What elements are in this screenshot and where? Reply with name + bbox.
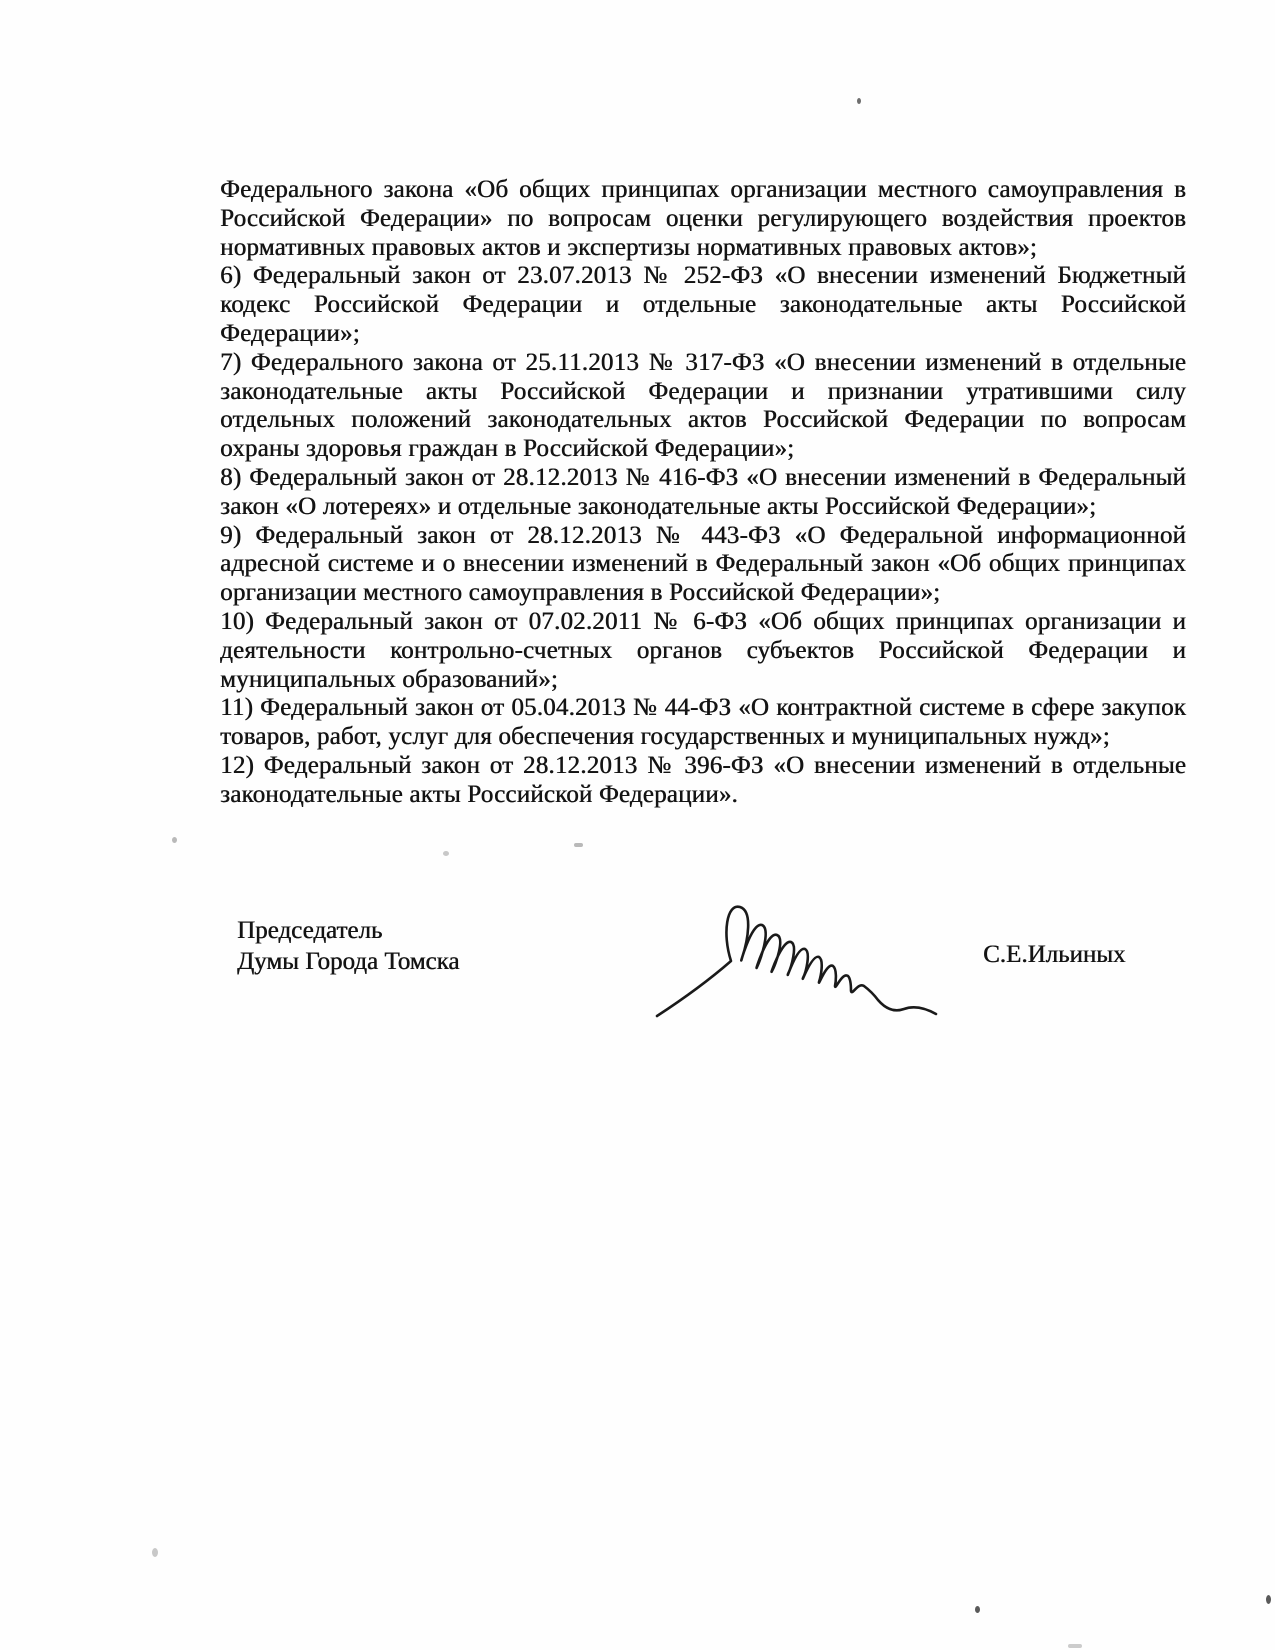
signer-title-line1: Председатель: [237, 917, 383, 944]
scan-speck: [152, 1548, 158, 1557]
paragraph-item9: 9) Федеральный закон от 28.12.2013 № 443-ФЗ «О Федеральной информационной адресной системе и о внесении изменений в Федеральный закон «Об общих принципах организации местного самоуправления в Российской Федерации»;: [220, 521, 1186, 607]
scan-speck: [574, 843, 583, 847]
scan-speck: [443, 851, 449, 856]
signer-title: [237, 915, 459, 977]
paragraph-item11: 11) Федеральный закон от 05.04.2013 № 44-ФЗ «О контрактной системе в сфере закупок товаров, работ, услуг для обеспечения государственных и муниципальных нужд»;: [220, 694, 1186, 751]
paragraph-item8: 8) Федеральный закон от 28.12.2013 № 416-ФЗ «О внесении изменений в Федеральный закон «О лотереях» и отдельные законодательные акты Российской Федерации»;: [220, 463, 1186, 520]
scan-speck: [1068, 1644, 1082, 1648]
scan-speck: [172, 837, 177, 843]
scan-speck: [975, 1606, 980, 1613]
signer-title-line2: Думы Города Томска: [237, 948, 460, 975]
scan-speck: [857, 98, 861, 104]
scan-speck: [1266, 1595, 1271, 1604]
law-list-body: [220, 176, 1186, 810]
paragraph-continuation-item5: Федерального закона «Об общих принципах организации местного самоуправления в Российской Федерации» по вопросам оценки регулирующего воздействия проектов нормативных правовых актов и экспертизы нормативных правовых актов»;: [220, 176, 1186, 261]
paragraph-item7: 7) Федерального закона от 25.11.2013 № 317-ФЗ «О внесении изменений в отдельные законодательные акты Российской Федерации и признании утратившими силу отдельных положений законодательных актов Российской Федерации по вопросам охраны здоровья граждан в Российской Федерации»;: [220, 348, 1186, 463]
signer-name: С.Е.Ильиных: [983, 941, 1126, 968]
paragraph-item6: 6) Федеральный закон от 23.07.2013 № 252-ФЗ «О внесении изменений Бюджетный кодекс Российской Федерации и отдельные законодательные акты Российской Федерации»;: [220, 262, 1186, 347]
paragraph-item12: 12) Федеральный закон от 28.12.2013 № 396-ФЗ «О внесении изменений в отдельные законодательные акты Российской Федерации».: [220, 751, 1186, 808]
paragraph-item10: 10) Федеральный закон от 07.02.2011 № 6-ФЗ «Об общих принципах организации и деятельности контрольно-счетных органов субъектов Российской Федерации и муниципальных образований»;: [220, 607, 1186, 693]
handwritten-signature-icon: [640, 895, 950, 1025]
